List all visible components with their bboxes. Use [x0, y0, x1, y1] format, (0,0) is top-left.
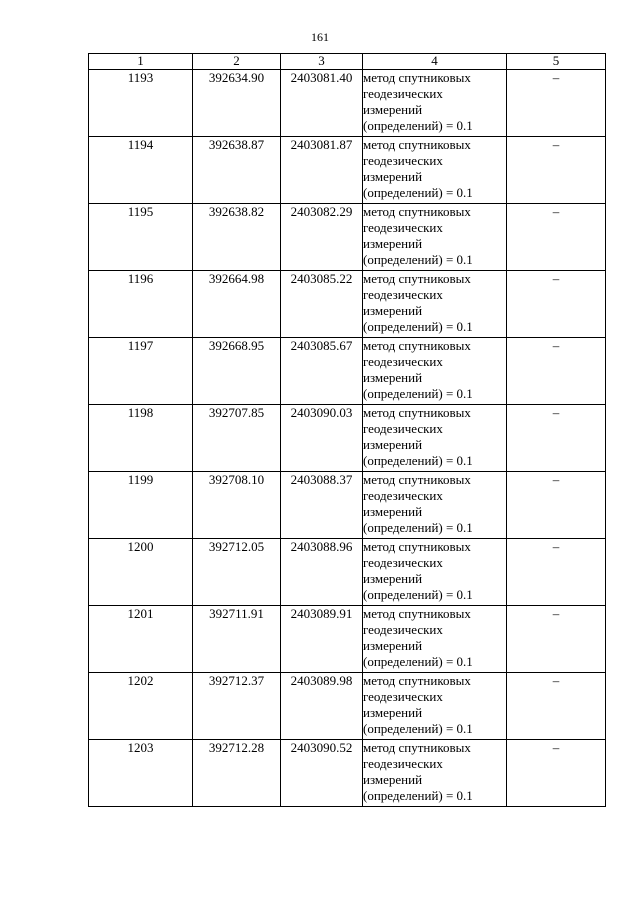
method-text-line: геодезических: [363, 421, 443, 436]
method-text-line: метод спутниковых: [363, 405, 471, 420]
method-text-line: (определений) = 0.1: [363, 587, 473, 602]
method-text-line: метод спутниковых: [363, 539, 471, 554]
method-text-line: измерений: [363, 437, 423, 452]
note-cell: –: [507, 539, 606, 606]
table-header-row: [89, 54, 606, 70]
y-coordinate-cell: 2403090.52: [281, 740, 363, 807]
method-text-line: метод спутниковых: [363, 338, 471, 353]
method-text-line: измерений: [363, 504, 423, 519]
method-cell: [363, 472, 507, 539]
point-number-cell: 1195: [89, 204, 193, 271]
method-cell: [363, 204, 507, 271]
method-text-line: метод спутниковых: [363, 673, 471, 688]
x-coordinate-cell: 392708.10: [193, 472, 281, 539]
method-text-line: метод спутниковых: [363, 70, 471, 85]
method-text-line: (определений) = 0.1: [363, 185, 473, 200]
method-text-line: метод спутниковых: [363, 472, 471, 487]
method-text-line: измерений: [363, 236, 423, 251]
y-coordinate-cell: 2403081.87: [281, 137, 363, 204]
method-text-line: метод спутниковых: [363, 606, 471, 621]
x-coordinate-cell: 392712.28: [193, 740, 281, 807]
method-text-line: (определений) = 0.1: [363, 788, 473, 803]
method-text-line: измерений: [363, 772, 423, 787]
note-cell: –: [507, 70, 606, 137]
point-number-cell: 1197: [89, 338, 193, 405]
table-row: [89, 539, 606, 606]
method-text-line: измерений: [363, 705, 423, 720]
note-cell: –: [507, 338, 606, 405]
column-header-1: 1: [89, 54, 193, 70]
table-row: [89, 673, 606, 740]
method-text-line: метод спутниковых: [363, 204, 471, 219]
y-coordinate-cell: 2403090.03: [281, 405, 363, 472]
method-text-line: измерений: [363, 638, 423, 653]
note-cell: –: [507, 405, 606, 472]
point-number-cell: 1199: [89, 472, 193, 539]
method-text-line: (определений) = 0.1: [363, 453, 473, 468]
method-text-line: метод спутниковых: [363, 740, 471, 755]
method-text-line: измерений: [363, 303, 423, 318]
table-row: [89, 338, 606, 405]
method-text-line: геодезических: [363, 555, 443, 570]
method-text-line: (определений) = 0.1: [363, 118, 473, 133]
x-coordinate-cell: 392712.05: [193, 539, 281, 606]
method-text-line: метод спутниковых: [363, 137, 471, 152]
note-cell: –: [507, 472, 606, 539]
method-cell: [363, 673, 507, 740]
table-row: [89, 472, 606, 539]
method-text-line: геодезических: [363, 354, 443, 369]
y-coordinate-cell: 2403088.96: [281, 539, 363, 606]
y-coordinate-cell: 2403085.67: [281, 338, 363, 405]
method-text-line: (определений) = 0.1: [363, 520, 473, 535]
x-coordinate-cell: 392712.37: [193, 673, 281, 740]
method-text-line: геодезических: [363, 86, 443, 101]
note-cell: –: [507, 673, 606, 740]
method-cell: [363, 606, 507, 673]
table-row: [89, 405, 606, 472]
coordinates-table: [88, 53, 606, 807]
method-text-line: геодезических: [363, 153, 443, 168]
method-text-line: метод спутниковых: [363, 271, 471, 286]
table-row: [89, 137, 606, 204]
method-text-line: (определений) = 0.1: [363, 319, 473, 334]
point-number-cell: 1201: [89, 606, 193, 673]
x-coordinate-cell: 392668.95: [193, 338, 281, 405]
point-number-cell: 1202: [89, 673, 193, 740]
x-coordinate-cell: 392711.91: [193, 606, 281, 673]
method-cell: [363, 338, 507, 405]
method-text-line: (определений) = 0.1: [363, 252, 473, 267]
y-coordinate-cell: 2403085.22: [281, 271, 363, 338]
x-coordinate-cell: 392638.82: [193, 204, 281, 271]
point-number-cell: 1198: [89, 405, 193, 472]
method-text-line: геодезических: [363, 689, 443, 704]
x-coordinate-cell: 392638.87: [193, 137, 281, 204]
method-text-line: геодезических: [363, 756, 443, 771]
method-text-line: измерений: [363, 370, 423, 385]
x-coordinate-cell: 392634.90: [193, 70, 281, 137]
x-coordinate-cell: 392664.98: [193, 271, 281, 338]
table-row: [89, 70, 606, 137]
table-row: [89, 740, 606, 807]
column-header-4: 4: [363, 54, 507, 70]
method-text-line: геодезических: [363, 622, 443, 637]
method-text-line: измерений: [363, 102, 423, 117]
method-cell: [363, 271, 507, 338]
point-number-cell: 1203: [89, 740, 193, 807]
method-text-line: геодезических: [363, 220, 443, 235]
table-body: [89, 70, 606, 807]
method-text-line: (определений) = 0.1: [363, 386, 473, 401]
note-cell: –: [507, 137, 606, 204]
point-number-cell: 1194: [89, 137, 193, 204]
y-coordinate-cell: 2403089.98: [281, 673, 363, 740]
method-cell: [363, 740, 507, 807]
note-cell: –: [507, 204, 606, 271]
method-text-line: (определений) = 0.1: [363, 721, 473, 736]
method-cell: [363, 70, 507, 137]
method-text-line: геодезических: [363, 488, 443, 503]
method-text-line: геодезических: [363, 287, 443, 302]
table-row: [89, 606, 606, 673]
method-cell: [363, 405, 507, 472]
point-number-cell: 1200: [89, 539, 193, 606]
x-coordinate-cell: 392707.85: [193, 405, 281, 472]
point-number-cell: 1193: [89, 70, 193, 137]
method-cell: [363, 137, 507, 204]
y-coordinate-cell: 2403082.29: [281, 204, 363, 271]
y-coordinate-cell: 2403081.40: [281, 70, 363, 137]
column-header-5: 5: [507, 54, 606, 70]
note-cell: –: [507, 606, 606, 673]
method-text-line: измерений: [363, 169, 423, 184]
column-header-3: 3: [281, 54, 363, 70]
note-cell: –: [507, 271, 606, 338]
page-number: 161: [311, 30, 329, 44]
table-row: [89, 271, 606, 338]
point-number-cell: 1196: [89, 271, 193, 338]
table-row: [89, 204, 606, 271]
column-header-2: 2: [193, 54, 281, 70]
method-text-line: измерений: [363, 571, 423, 586]
y-coordinate-cell: 2403088.37: [281, 472, 363, 539]
method-text-line: (определений) = 0.1: [363, 654, 473, 669]
y-coordinate-cell: 2403089.91: [281, 606, 363, 673]
note-cell: –: [507, 740, 606, 807]
method-cell: [363, 539, 507, 606]
